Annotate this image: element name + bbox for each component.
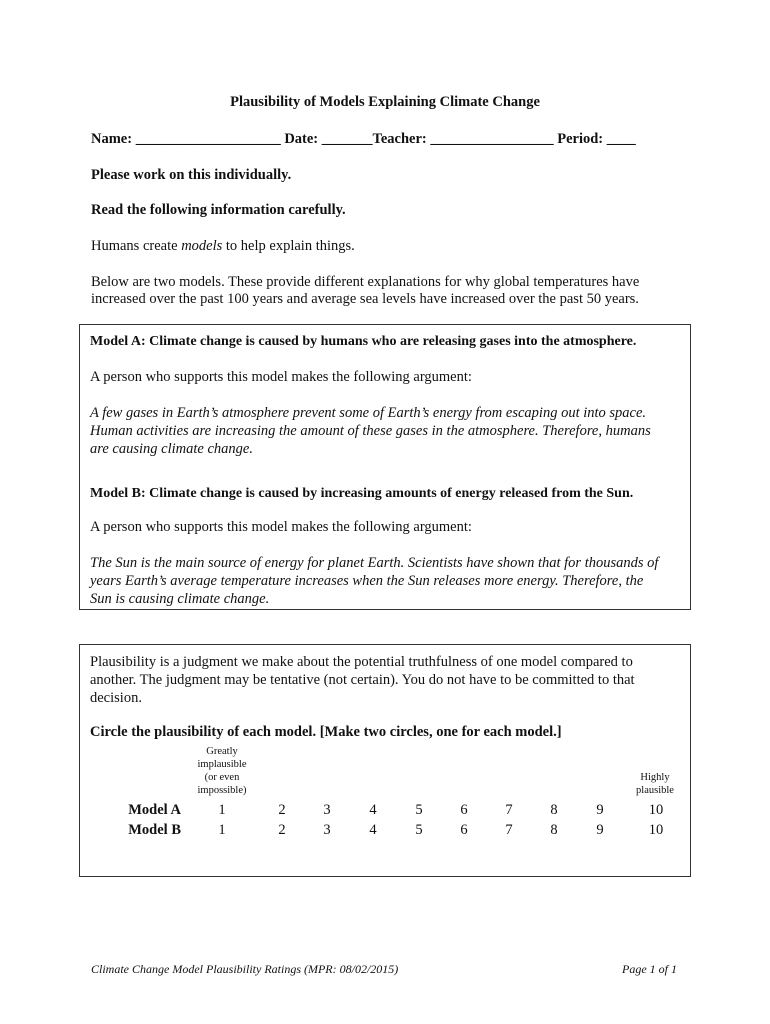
scale-low-label-line: (or even: [204, 772, 240, 783]
model-a-argument-line-3: are causing climate change.: [90, 441, 253, 457]
instruction-read: Read the following information carefully.: [91, 202, 346, 218]
model-b-rating-6[interactable]: 6: [460, 822, 468, 838]
model-b-argument-line-1: The Sun is the main source of energy for planet Earth. Scientists have shown that for thousands of: [90, 555, 659, 571]
circle-instruction: Circle the plausibility of each model. [Make two circles, one for each model.]: [90, 724, 562, 740]
model-b-rating-5[interactable]: 5: [415, 822, 423, 838]
model-a-rating-8[interactable]: 8: [550, 802, 558, 818]
scale-low-label-line: impossible): [197, 785, 247, 796]
model-a-rating-7[interactable]: 7: [505, 802, 513, 818]
intro-before: Humans create: [91, 238, 182, 254]
footer-document-label: Climate Change Model Plausibility Ratings (MPR: 08/02/2015): [91, 962, 399, 976]
model-b-rating-2[interactable]: 2: [278, 822, 286, 838]
scale-high-label: [625, 771, 685, 797]
model-a-rating-6[interactable]: 6: [460, 802, 468, 818]
instruction-individual: Please work on this individually.: [91, 167, 292, 183]
scale-low-label-line: Greatly: [206, 746, 238, 757]
model-a-rating-9[interactable]: 9: [596, 802, 604, 818]
model-a-rating-2[interactable]: 2: [278, 802, 286, 818]
scale-high-label-line: plausible: [636, 785, 674, 796]
model-b-rating-7[interactable]: 7: [505, 822, 513, 838]
model-b-argument-line-3: Sun is causing climate change.: [90, 591, 270, 607]
plausibility-box: [79, 644, 691, 877]
model-a-rating-3[interactable]: 3: [323, 802, 331, 818]
model-a-rating-10[interactable]: 10: [648, 802, 664, 818]
scale-low-label-line: implausible: [197, 759, 247, 770]
definition-line-1: Plausibility is a judgment we make about the potential truthfulness of one model compared to: [90, 654, 633, 670]
page-title: Plausibility of Models Explaining Climate Change: [230, 94, 540, 110]
model-a-rating-4[interactable]: 4: [369, 802, 377, 818]
definition-line-2: another. The judgment may be tentative (not certain). You do not have to be committed to that: [90, 672, 635, 688]
row-label-model-b: Model B: [128, 822, 181, 838]
intro-text: [91, 238, 355, 255]
footer-page-number: Page 1 of 1: [622, 962, 677, 976]
model-b-argument-line-2: years Earth’s average temperature increases when the Sun releases more energy. Therefore, the: [90, 573, 644, 589]
models-box: [79, 324, 691, 610]
model-b-rating-9[interactable]: 9: [596, 822, 604, 838]
model-a-rating-5[interactable]: 5: [415, 802, 423, 818]
model-b-rating-1[interactable]: 1: [218, 822, 226, 838]
model-b-heading: Model B: Climate change is caused by increasing amounts of energy released from the Sun.: [90, 486, 634, 501]
model-b-rating-4[interactable]: 4: [369, 822, 377, 838]
intro-emphasis: models: [181, 238, 223, 254]
model-b-rating-8[interactable]: 8: [550, 822, 558, 838]
models-intro-line-1: Below are two models. These provide different explanations for why global temperatures have: [91, 274, 640, 290]
intro-after: to help explain things.: [222, 238, 355, 254]
student-info-line[interactable]: Name: ____________________ Date: _______Teacher: _________________ Period: ____: [91, 131, 636, 147]
model-b-rating-10[interactable]: 10: [648, 822, 664, 838]
model-a-heading: Model A: Climate change is caused by humans who are releasing gases into the atmosphere.: [90, 334, 637, 349]
scale-low-label: [188, 745, 256, 797]
scale-high-label-line: Highly: [640, 772, 670, 783]
model-a-supporter-line: A person who supports this model makes the following argument:: [90, 369, 472, 385]
definition-line-3: decision.: [90, 690, 142, 706]
model-a-rating-1[interactable]: 1: [218, 802, 226, 818]
row-label-model-a: Model A: [128, 802, 181, 818]
model-b-supporter-line: A person who supports this model makes the following argument:: [90, 519, 472, 535]
models-intro-line-2: increased over the past 100 years and average sea levels have increased over the past 50 years.: [91, 291, 639, 307]
model-a-argument-line-1: A few gases in Earth’s atmosphere prevent some of Earth’s energy from escaping out into space.: [90, 405, 647, 421]
model-b-rating-3[interactable]: 3: [323, 822, 331, 838]
model-a-argument-line-2: Human activities are increasing the amount of these gases in the atmosphere. Therefore, humans: [90, 423, 651, 439]
